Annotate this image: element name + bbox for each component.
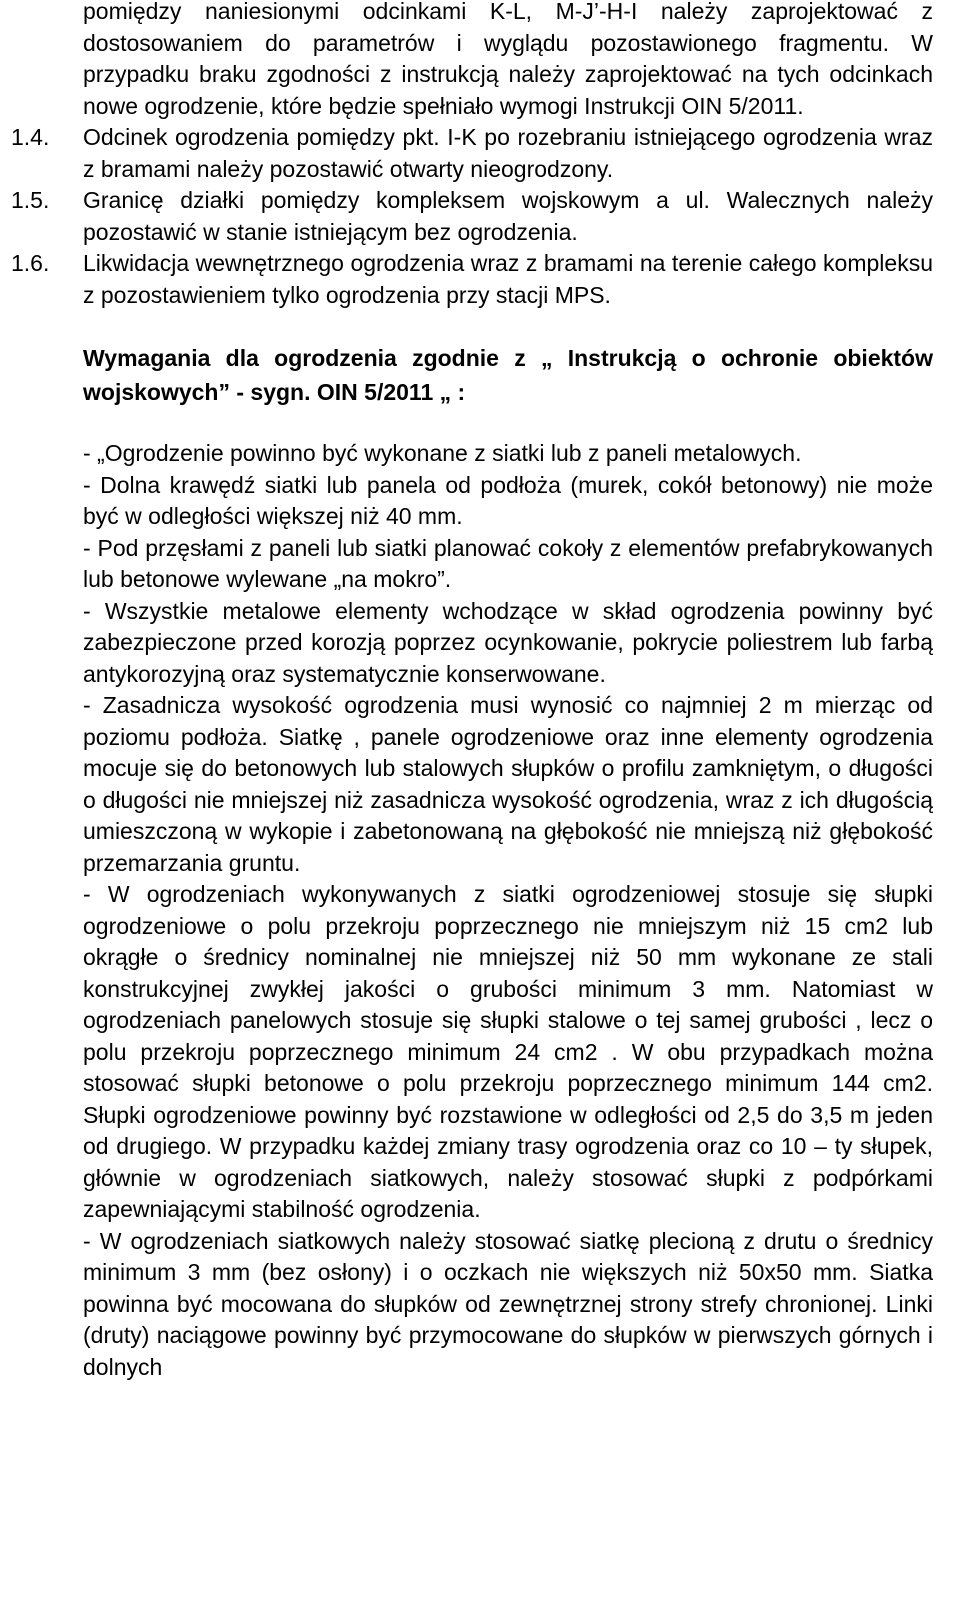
requirements-heading: Wymagania dla ogrodzenia zgodnie z „ Instrukcją o ochronie obiektów wojskowych” - sygn. OIN 5/2011 „ : xyxy=(83,345,933,405)
list-item-1-4 xyxy=(0,122,960,185)
intro-paragraph: pomiędzy naniesionymi odcinkami K-L, M-J’-H-I należy zaprojektować z dostosowaniem do parametrów i wyglądu pozostawionego fragmentu. W przypadku braku zgodności z instrukcją należy zaprojektować na tych odcinkach nowe ogrodzenie, które będzie spełniało wymogi Instrukcji OIN 5/2011. xyxy=(83,0,933,119)
item-text: Likwidacja wewnętrznego ogrodzenia wraz z bramami na terenie całego kompleksu z pozostawieniem tylko ogrodzenia przy stacji MPS. xyxy=(83,250,933,308)
requirements-list xyxy=(0,438,960,1383)
list-item-1-5 xyxy=(0,185,960,248)
list-item-1-6 xyxy=(0,248,960,311)
item-number: 1.5. xyxy=(11,187,50,213)
item-number: 1.6. xyxy=(11,250,50,276)
item-text: Granicę działki pomiędzy kompleksem wojskowym a ul. Walecznych należy pozostawić w stanie istniejącym bez ogrodzenia. xyxy=(83,187,933,245)
item-text: Odcinek ogrodzenia pomiędzy pkt. I-K po rozebraniu istniejącego ogrodzenia wraz z bramami należy pozostawić otwarty nieogrodzony. xyxy=(83,124,933,182)
requirement-item: - Dolna krawędź siatki lub panela od podłoża (murek, cokół betonowy) nie może być w odległości większej niż 40 mm. xyxy=(83,471,933,529)
requirement-item: - W ogrodzeniach siatkowych należy stosować siatkę plecioną z drutu o średnicy minimum 3 mm (bez osłony) i o oczkach nie większych niż 50x50 mm. Siatka powinna być mocowana do słupków od zewnętrznej strony strefy chronionej. Linki (druty) naciągowe powinny być przymocowane do słupków w pierwszych górnych i dolnych xyxy=(83,1227,933,1380)
requirement-item: - „Ogrodzenie powinno być wykonane z siatki lub z paneli metalowych. xyxy=(83,440,802,466)
requirement-item: - Pod przęsłami z paneli lub siatki planować cokoły z elementów prefabrykowanych lub betonowe wylewane „na mokro”. xyxy=(83,534,933,592)
requirement-item: - Wszystkie metalowe elementy wchodzące w skład ogrodzenia powinny być zabezpieczone przed korozją poprzez ocynkowanie, pokrycie poliestrem lub farbą antykorozyjną oraz systematycznie konserwowane. xyxy=(83,597,933,687)
item-number: 1.4. xyxy=(11,124,50,150)
requirement-item: - W ogrodzeniach wykonywanych z siatki ogrodzeniowej stosuje się słupki ogrodzeniowe o polu przekroju poprzecznego nie mniejszym niż 15 cm2 lub okrągłe o średnicy nominalnej nie mniejszej niż 50 mm wykonane ze stali konstrukcyjnej zwykłej jakości o grubości minimum 3 mm. Natomiast w ogrodzeniach panelowych stosuje się słupki stalowe o tej samej grubości , lecz o polu przekroju poprzecznego minimum 24 cm2 . W obu przypadkach można stosować słupki betonowe o polu przekroju poprzecznego minimum 144 cm2. Słupki ogrodzeniowe powinny być rozstawione w odległości od 2,5 do 3,5 m jeden od drugiego. W przypadku każdej zmiany trasy ogrodzenia oraz co 10 – ty słupek, głównie w ogrodzeniach siatkowych, należy stosować słupki z podpórkami zapewniającymi stabilność ogrodzenia. xyxy=(83,881,933,1222)
requirement-item: - Zasadnicza wysokość ogrodzenia musi wynosić co najmniej 2 m mierząc od poziomu podłoża. Siatkę , panele ogrodzeniowe oraz inne elementy ogrodzenia mocuje się do betonowych lub stalowych słupków o profilu zamkniętym, o długości o długości nie mniejszej niż zasadnicza wysokość ogrodzenia, wraz z ich długością umieszczoną w wykopie i zabetonowaną na głębokość nie mniejszą niż głębokość przemarzania gruntu. xyxy=(83,692,933,876)
